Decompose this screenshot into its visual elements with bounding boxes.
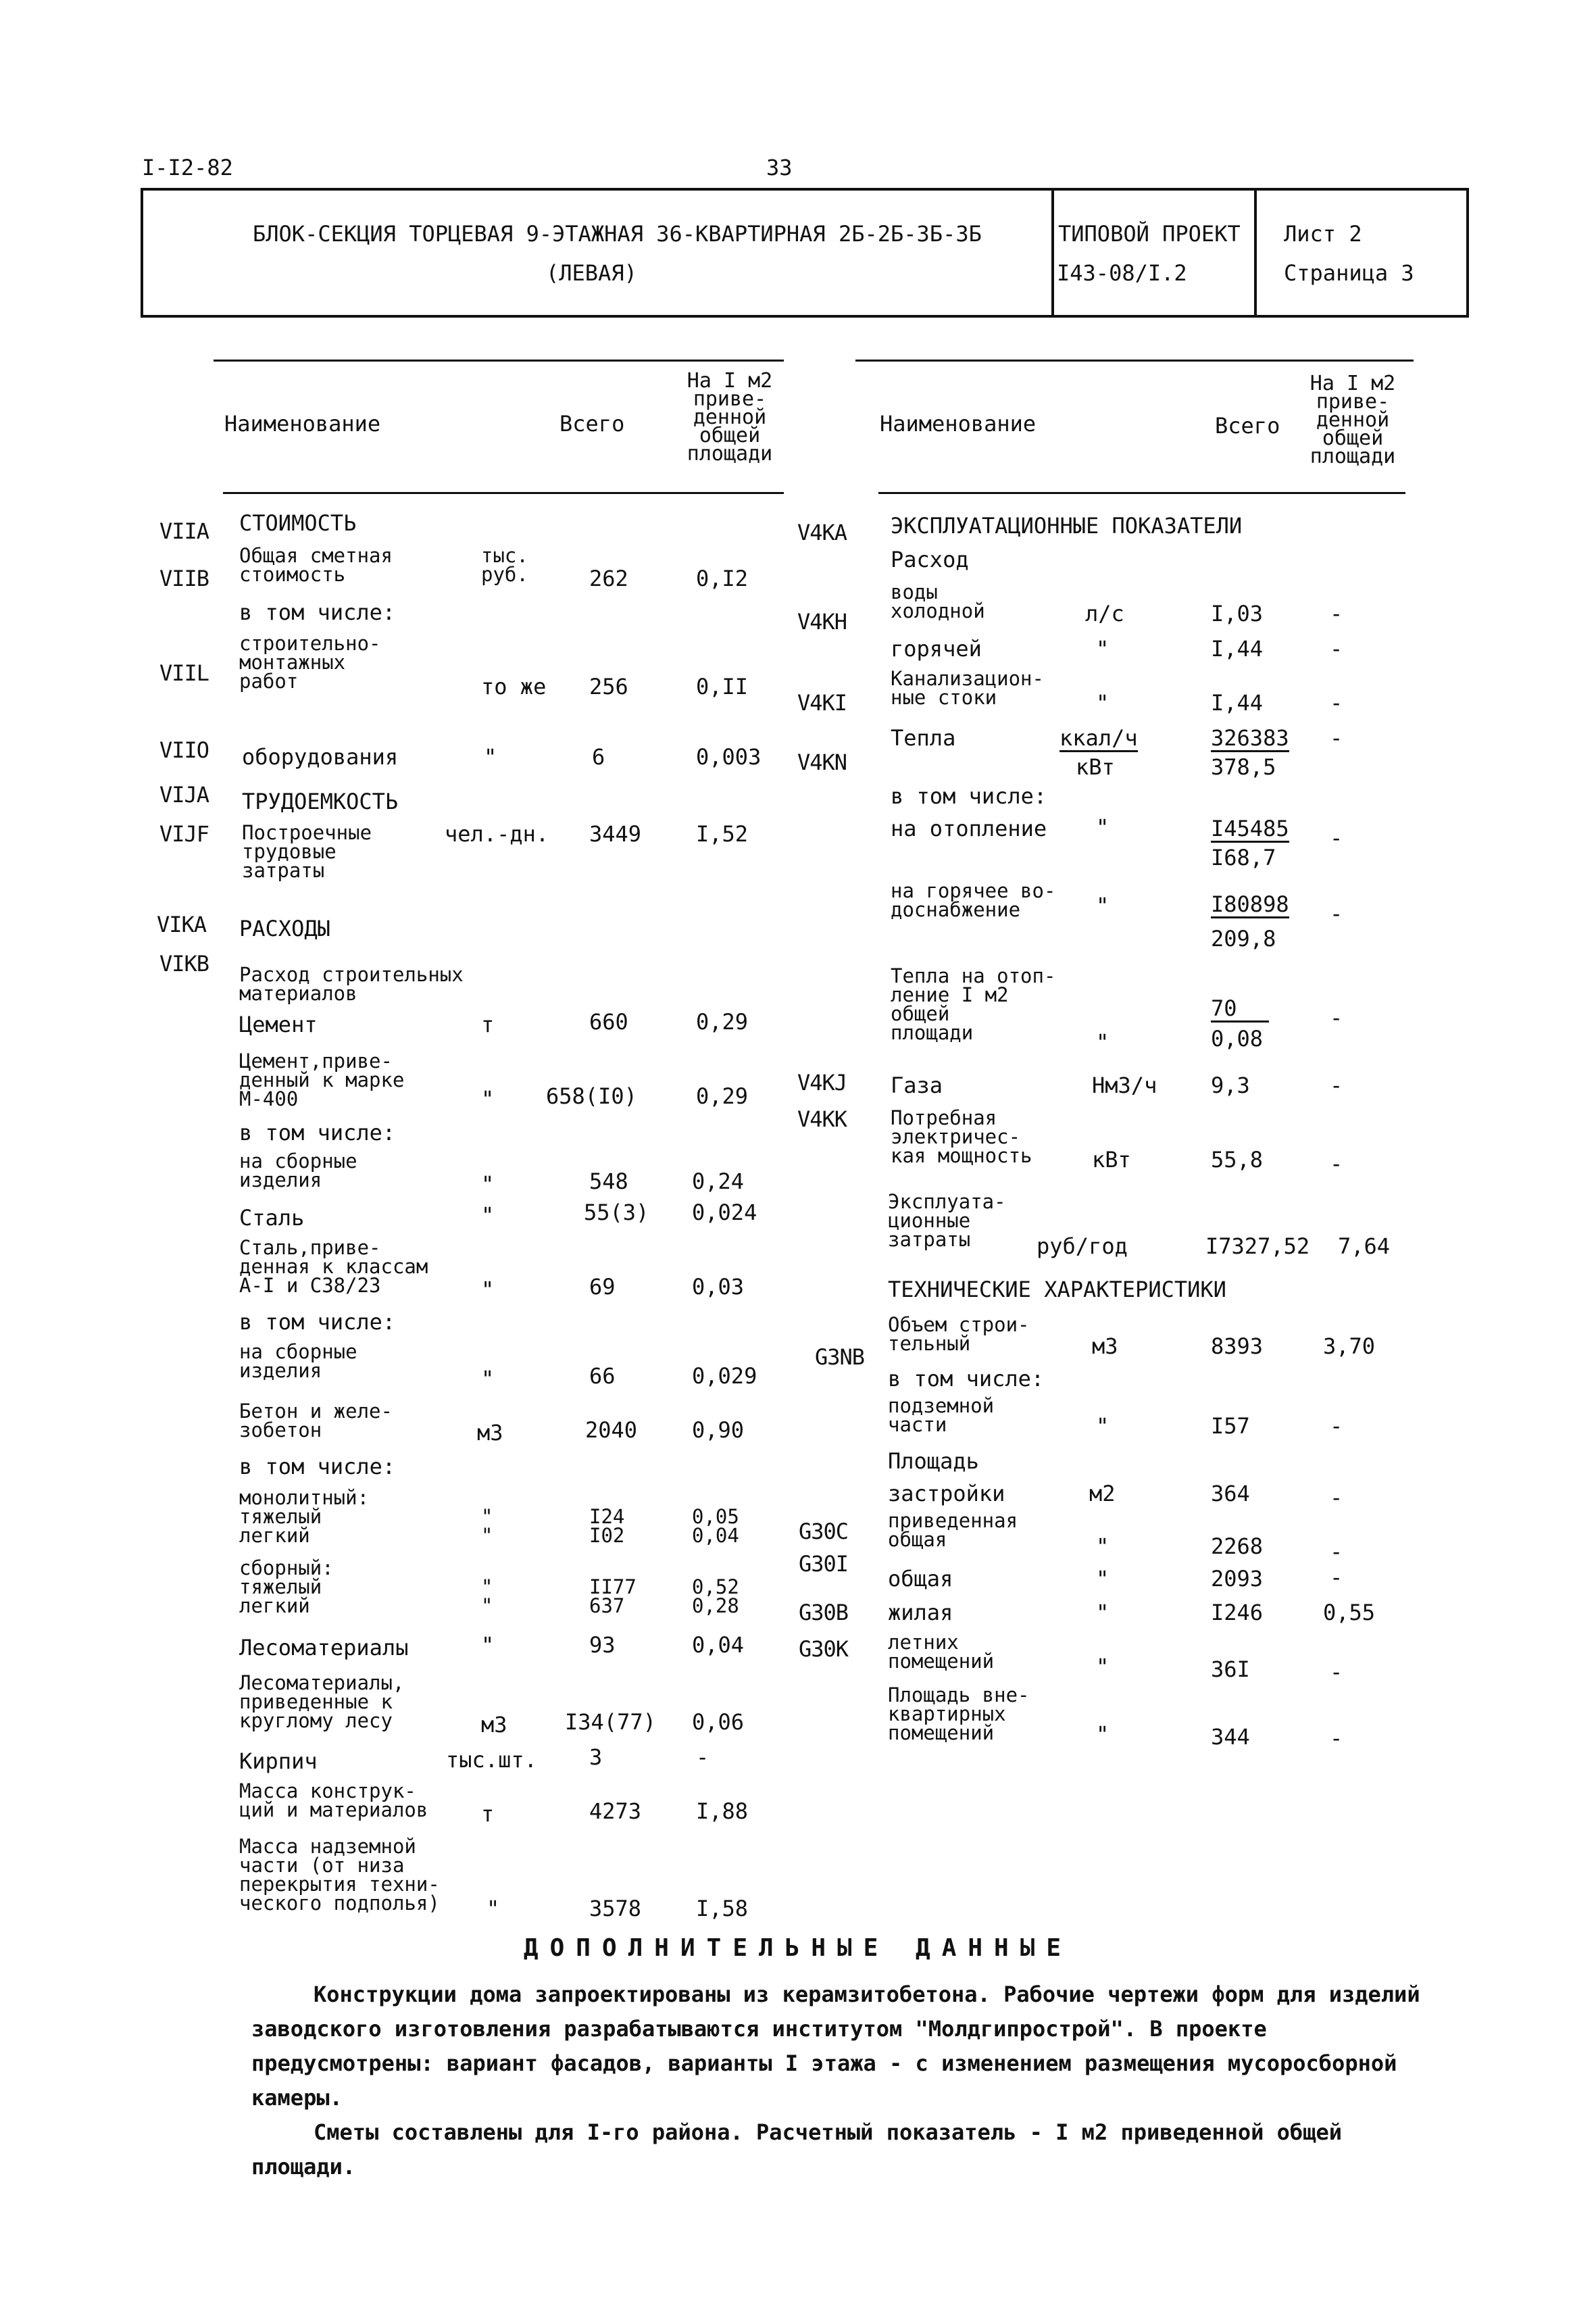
row-total: 8393 [1211,1333,1264,1359]
row-name: Сталь,приве- денная к классам А-I и С38/23 [239,1236,428,1297]
row-total: 2040 [585,1417,638,1443]
title-divider [1051,188,1054,318]
row-total: I34(77) [565,1709,656,1735]
row-total: I45485 I68,7 [1211,816,1289,870]
row-per-m2: 0,I2 [696,566,749,591]
row-code: VIIB [159,566,209,591]
row-per-m2: - [1330,1565,1343,1590]
row-unit: " [1096,1600,1109,1625]
row-total: I7327,52 [1205,1233,1310,1259]
row-name: Построечные трудовые затраты [242,821,372,882]
row-code: V4KN [797,749,847,775]
row-name: горячей [891,636,982,662]
row-per-m2: I,88 [696,1798,749,1824]
row-total: II77 637 [589,1575,637,1617]
row-total: 326383 378,5 [1211,725,1289,780]
row-total: 3578 [589,1896,642,1921]
row-total: 55(3) [584,1200,649,1225]
row-total: 4273 [589,1798,642,1824]
row-name: воды холодной [891,581,985,622]
row-name: приведенная общая [888,1509,1018,1551]
row-unit: " [1096,1533,1109,1559]
row-name: подземной части [888,1394,995,1436]
row-unit: " [481,1171,495,1197]
row-per-m2: - [1330,1005,1343,1031]
row-total: 2093 [1211,1566,1264,1592]
row-unit: " [481,1086,495,1112]
row-code: VIIA [159,518,209,544]
title-block [141,188,1469,318]
additional-data-paragraph: Конструкции дома запроектированы из керамзитобетона. Рабочие чертежи форм для изделий заводского изготовления разрабатываются институтом "Молдгипрострой". В проекте предусмотрены: вариант фасадов, варианты I этажа - с изменением размещения мусоросборной камеры. [251,1981,1420,2111]
row-unit: ккал/ч кВт [1059,725,1138,780]
row-per-m2: 0,03 [692,1274,745,1300]
row-per-m2: - [1330,1539,1343,1565]
row-unit: чел.-дн. [445,821,549,847]
row-per-m2: 0,024 [692,1200,757,1225]
row-per-m2: - [1330,690,1343,716]
row-total: 3 [589,1744,603,1770]
table-header-rule [855,360,1414,362]
row-per-m2: 3,70 [1323,1333,1376,1359]
right-header-total: Всего [1215,413,1280,439]
row-per-m2: - [1330,1659,1343,1685]
title-line-1: БЛОК-СЕКЦИЯ ТОРЦЕВАЯ 9-ЭТАЖНАЯ 36-КВАРТИРНАЯ 2Б-2Б-3Б-3Б [253,221,982,247]
row-total: 262 [589,566,628,591]
title-divider [1254,188,1257,318]
row-name: Расход строительных материалов [239,963,464,1005]
row-unit: " [487,1896,500,1921]
row-name: в том числе: [239,1120,396,1146]
row-total: 36I [1211,1656,1250,1682]
row-per-m2: - [1330,601,1343,626]
row-total: 548 [589,1168,628,1194]
row-name: сборный: тяжелый легкий [239,1556,334,1617]
row-code: V4KJ [797,1070,847,1096]
row-total: 658(I0) [546,1083,637,1109]
section-heading: ЭКСПЛУАТАЦИОННЫЕ ПОКАЗАТЕЛИ [891,513,1243,539]
row-per-m2: 0,II [696,674,749,699]
row-name: Лесоматериалы [239,1635,409,1660]
row-name: Объем строи- тельный [888,1313,1030,1355]
row-name: летних помещений [888,1631,995,1673]
row-name: в том числе: [891,783,1047,809]
row-name: Тепла на отоп- ление I м2 общей площади [891,964,1056,1044]
sheet-number: Лист 2 [1284,221,1362,247]
row-unit: " [1096,893,1109,918]
row-unit: тыс.шт. [446,1747,537,1773]
row-code: V4KH [797,609,847,635]
row-name: в том числе: [239,599,396,625]
row-total: 344 [1211,1724,1250,1750]
section-heading: ТРУДОЕМКОСТЬ [242,789,399,814]
row-per-m2: 0,29 [696,1083,749,1109]
row-unit: тыс. руб. [481,544,528,586]
row-per-m2: - [1330,1725,1343,1751]
row-per-m2: 0,55 [1323,1600,1376,1625]
row-per-m2: - [1330,725,1343,751]
row-unit: Нм3/ч [1092,1073,1157,1098]
row-code: G30C [799,1519,849,1544]
row-total: I24 I02 [589,1505,625,1547]
right-header-per-m2: На I м2 приве- денной общей площади [1310,372,1396,468]
row-name: на горячее во- доснабжение [891,879,1056,921]
row-code: G30B [799,1600,849,1625]
row-name: Площадь вне- квартирных помещений [888,1683,1030,1744]
row-per-m2: I,52 [696,821,749,847]
row-code: V4KK [797,1106,847,1132]
row-total: 66 [589,1363,616,1389]
row-name: Сталь [239,1205,305,1231]
row-unit: " [1096,1566,1109,1592]
row-total: 6 [592,744,605,770]
row-name: Площадь [888,1448,979,1474]
row-unit: м3 [481,1712,507,1738]
row-per-m2: 0,52 0,28 [692,1575,739,1617]
row-unit: " [1096,1029,1109,1055]
row-per-m2: - [1330,1413,1343,1439]
row-total: 69 [589,1274,616,1300]
row-total: 2268 [1211,1533,1264,1559]
page-number: 33 [766,155,793,180]
row-code: VIIO [159,737,209,763]
row-name: монолитный: тяжелый легкий [239,1486,370,1547]
additional-data-heading: ДОПОЛНИТЕЛЬНЫЕ ДАННЫЕ [523,1934,1073,1962]
row-name: Газа [891,1073,943,1098]
row-code: V4KA [797,520,847,545]
row-unit: руб/год [1037,1233,1128,1259]
additional-data-paragraph: Сметы составлены для I-го района. Расчетный показатель - I м2 приведенной общей площади. [251,2119,1342,2180]
row-per-m2: 0,04 [692,1632,745,1658]
row-name: на отопление [891,816,1047,841]
row-total: I,44 [1211,690,1264,716]
row-unit: м3 [1092,1333,1118,1359]
row-code: VIJA [159,782,209,808]
left-header-name: Наименование [224,411,381,437]
row-per-m2: - [1330,1151,1343,1177]
row-name: оборудования [242,744,399,770]
row-name: жилая [888,1600,953,1625]
row-unit: " [1096,1654,1109,1679]
row-name: Канализацион- ные стоки [891,667,1044,709]
row-per-m2: 0,003 [696,744,762,770]
row-name: строительно- монтажных работ [239,632,381,693]
row-unit: " [481,1202,495,1228]
row-name: Тепла [891,725,956,751]
row-name: Кирпич [239,1748,318,1774]
row-unit: " [1096,814,1109,840]
row-unit: " [1096,636,1109,662]
row-total: I57 [1211,1413,1250,1439]
project-label: ТИПОВОЙ ПРОЕКТ [1058,221,1241,247]
row-total: 93 [589,1632,616,1658]
row-name: на сборные изделия [239,1150,357,1191]
row-unit: " [1096,1721,1109,1747]
row-name: в том числе: [888,1366,1045,1392]
row-unit: " " [481,1505,493,1547]
row-total: 70 0,08 [1211,998,1269,1050]
row-name: в том числе: [239,1309,396,1335]
left-header-per-m2: На I м2 приве- денной общей площади [687,369,773,466]
row-total: I,03 [1211,601,1264,626]
row-unit: л/с [1085,601,1124,626]
row-per-m2: - [1330,901,1343,927]
page-label: Страница 3 [1284,260,1414,286]
row-unit: " [1096,690,1109,716]
row-name: Цемент [239,1012,318,1037]
row-unit: кВт [1092,1147,1131,1173]
section-heading: СТОИМОСТЬ [239,510,357,536]
table-header-rule [214,360,784,362]
project-number: I43-08/I.2 [1057,260,1187,286]
row-name: Масса надземной части (от низа перекрытия техни- ческого подполья) [239,1835,440,1915]
row-name: на сборные изделия [239,1340,357,1382]
table-header-rule [878,492,1405,494]
section-heading: ТЕХНИЧЕСКИЕ ХАРАКТЕРИСТИКИ [888,1277,1226,1302]
row-name: Бетон и желе- зобетон [239,1400,393,1442]
row-code: VIIL [159,660,209,686]
row-code: G30K [799,1636,849,1662]
row-per-m2: - [1330,636,1343,662]
row-code: G3NB [815,1344,865,1370]
row-per-m2: 0,029 [692,1363,757,1389]
row-name: Расход [891,547,969,572]
row-total: I246 [1211,1600,1264,1625]
title-line-2: (ЛЕВАЯ) [546,260,637,286]
row-unit: то же [481,674,547,699]
row-unit: т [481,1801,495,1827]
row-per-m2: - [696,1744,709,1770]
row-per-m2: 0,29 [696,1009,749,1035]
row-unit: т [481,1012,495,1037]
row-per-m2: - [1330,825,1343,851]
row-unit: м3 [477,1420,503,1446]
right-header-name: Наименование [880,411,1037,437]
row-total: I80898 209,8 [1211,891,1289,952]
row-total: I,44 [1211,636,1264,662]
row-total: 660 [589,1009,628,1035]
row-name: Масса конструк- ций и материалов [239,1779,428,1821]
row-per-m2: 0,90 [692,1417,745,1443]
section-heading: РАСХОДЫ [239,916,330,941]
row-total: 9,3 [1211,1073,1250,1098]
row-per-m2: 0,05 0,04 [692,1505,739,1547]
row-unit: " " [481,1575,493,1617]
row-code: VIKA [157,912,207,937]
row-name: Цемент,приве- денный к марке М-400 [239,1050,405,1110]
row-per-m2: - [1330,1073,1343,1098]
row-code: V4KI [797,690,847,716]
document-code: I-I2-82 [142,155,233,180]
row-unit: " [481,1277,495,1302]
row-per-m2: - [1330,1485,1343,1510]
left-header-total: Всего [559,411,625,437]
row-unit: м2 [1089,1481,1116,1506]
row-name: общая [888,1566,953,1592]
row-name: Эксплуата- ционные затраты [888,1190,1006,1251]
row-name: Общая сметная стоимость [239,544,393,586]
row-name: застройки [888,1481,1005,1506]
row-per-m2: 0,24 [692,1168,745,1194]
row-code: G30I [799,1551,849,1577]
row-name: Потребная электричес- кая мощность [891,1106,1032,1167]
row-unit: " [481,1632,495,1658]
row-code: VIKB [159,951,209,977]
row-per-m2: 0,06 [692,1709,745,1735]
row-unit: " [484,744,497,770]
row-name: Лесоматериалы, приведенные к круглому лесу [239,1671,405,1732]
row-total: 364 [1211,1481,1250,1506]
row-per-m2: I,58 [696,1896,749,1921]
row-unit: " [481,1366,495,1392]
row-per-m2: 7,64 [1338,1233,1391,1259]
row-name: в том числе: [239,1454,396,1479]
table-header-rule [223,492,784,494]
row-code: VIJF [159,821,209,847]
row-total: 3449 [589,821,642,847]
row-total: 256 [589,674,628,699]
row-unit: " [1096,1413,1109,1439]
row-total: 55,8 [1211,1147,1264,1173]
